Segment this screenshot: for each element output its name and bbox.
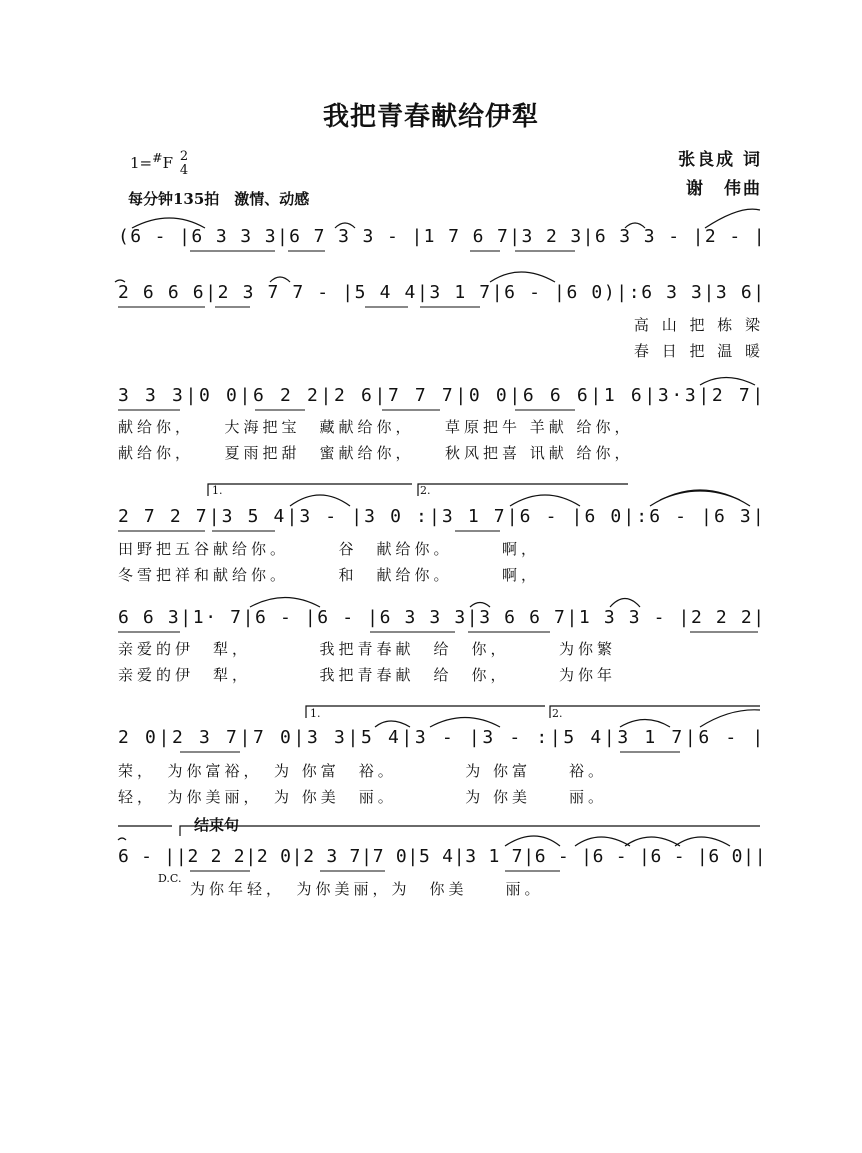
slur [118, 838, 126, 840]
ending-bracket [208, 484, 412, 496]
slur [250, 598, 320, 608]
lyric-line-5b: 亲爱的伊 犁， 我把青春献 给 你， 为你年 [118, 666, 617, 684]
ending-1-label-b: 1. [310, 707, 321, 720]
slur [505, 836, 560, 846]
lyric-line-2a: 高 山 把 栋 梁 [633, 316, 764, 334]
lyric-line-5a: 亲爱的伊 犁， 我把青春献 给 你， 为你繁 [118, 640, 617, 658]
slur [132, 218, 205, 228]
notation-line-3: 3 3 3|0 0|6 2 2|2 6|7 7 7|0 0|6 6 6|1 6|3·3|2 7| [118, 385, 766, 406]
slur [470, 603, 490, 608]
lyricist-credit: 张良成 词 [678, 150, 762, 170]
notation-line-5: 6 6 3|1· 7|6 - |6 - |6 3 3 3|3 6 6 7|1 3 3 - |2 2 2| [118, 607, 766, 628]
slur [270, 277, 290, 282]
key-prefix: 1= [130, 154, 153, 172]
lyric-line-4a: 田野把五谷献给你。 谷 献给你。 啊， [118, 540, 541, 558]
slur [660, 491, 740, 500]
notation-line-7: 6 - ||2 2 2|2 0|2 3 7|7 0|5 4|3 1 7|6 - |6 - |6 - |6 0|| [118, 846, 767, 867]
coda-label: 结束句 [194, 816, 240, 834]
ending-1-label: 1. [212, 484, 223, 497]
slur [575, 837, 630, 846]
slur [335, 223, 355, 228]
slur [620, 720, 670, 728]
slur [430, 718, 500, 728]
notation-line-6: 2 0|2 3 7|7 0|3 3|5 4|3 - |3 - :|5 4|3 1 7|6 - | [118, 727, 766, 748]
slur [115, 280, 125, 282]
slur [490, 272, 555, 282]
slur [290, 495, 350, 506]
key-note: F [162, 154, 174, 172]
sharp-sign: # [152, 150, 163, 165]
lyric-line-6b: 轻， 为你美丽， 为 你美 丽。 为 你美 丽。 [118, 788, 608, 806]
slur [675, 837, 730, 846]
time-top: 2 [179, 149, 189, 164]
lyric-line-2b: 春 日 把 温 暖 [633, 342, 764, 360]
time-bottom: 4 [179, 163, 189, 178]
notation-line-1: (6 - |6 3 3 3|6 7 3 3 - |1 7 6 7|3 2 3|6 3 3 - |2 - | [118, 226, 767, 247]
dc-marking: D.C. [158, 872, 182, 885]
ending-2-label: 2. [420, 484, 431, 497]
ending-bracket [418, 484, 628, 496]
tempo-marking: 每分钟135拍 激情、动感 [128, 190, 310, 208]
lyric-line-3a: 献给你， 大海把宝 藏献给你， 草原把牛 羊献 给你， [118, 418, 634, 436]
lyric-line-4b: 冬雪把祥和献给你。 和 献给你。 啊， [118, 566, 541, 584]
slur [625, 837, 680, 846]
ending-bracket [550, 706, 760, 718]
ending-2-label-b: 2. [552, 707, 563, 720]
lyric-line-3b: 献给你， 夏雨把甜 蜜献给你， 秋风把喜 讯献 给你， [118, 444, 634, 462]
notation-line-2: 2 6 6 6|2 3 7 7 - |5 4 4|3 1 7|6 - |6 0)|:6 3 3|3 6| [118, 282, 766, 303]
composer-credit: 谢 伟曲 [686, 179, 762, 199]
slur [610, 599, 640, 608]
lyric-line-7: 为你年轻， 为你美丽，为 你美 丽。 [190, 880, 544, 898]
coda-bracket [180, 826, 760, 836]
slur [510, 495, 580, 506]
slur [705, 209, 760, 228]
slur [375, 721, 410, 727]
slur [700, 710, 760, 727]
song-title: 我把青春献给伊犁 [322, 102, 539, 132]
lyric-line-6a: 荣， 为你富裕， 为 你富 裕。 为 你富 裕。 [118, 762, 608, 780]
ending-bracket [306, 706, 545, 718]
notation-line-4: 2 7 2 7|3 5 4|3 - |3 0 :|3 1 7|6 - |6 0|:6 - |6 3| [118, 506, 766, 527]
slur [700, 378, 755, 386]
slur [625, 223, 645, 228]
